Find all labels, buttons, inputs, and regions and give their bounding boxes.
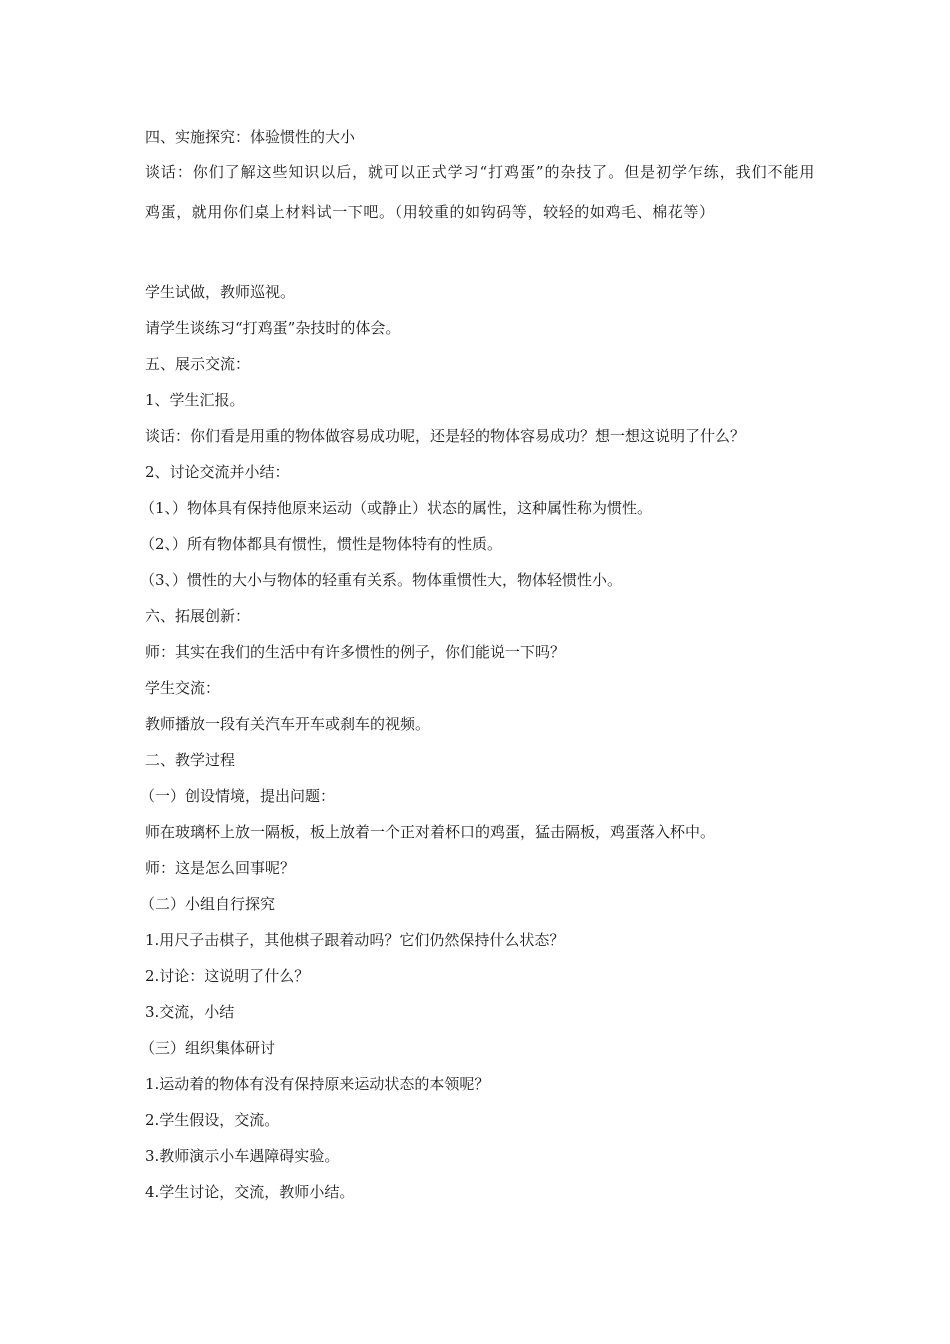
paragraph-video: 教师播放一段有关汽车开车或刹车的视频。 <box>145 715 431 733</box>
paragraph-talk-question: 谈话：你们看是用重的物体做容易成功呢，还是轻的物体容易成功？想一想这说明了什么？ <box>145 427 746 445</box>
paragraph-students-exchange: 学生交流： <box>145 679 221 697</box>
paragraph-report: 1、学生汇报。 <box>145 391 245 409</box>
paragraph-discuss: 2、讨论交流并小结： <box>145 463 290 481</box>
list-item-study-2: 2.学生假设，交流。 <box>145 1111 280 1129</box>
paragraph-talk-intro: 谈话：你们了解这些知识以后，就可以正式学习“打鸡蛋”的杂技了。但是初学乍练，我们不能用鸡蛋，就用你们桌上材料试一下吧。（用较重的如钩码等，较轻的如鸡毛、棉花等） <box>145 163 815 221</box>
paragraph-share-experience: 请学生谈练习“打鸡蛋”杂技时的体会。 <box>145 319 401 337</box>
section-heading-extend: 六、拓展创新： <box>145 607 251 625</box>
list-item-inquiry-3: 3.交流，小结 <box>145 1003 235 1021</box>
list-item-study-4: 4.学生讨论，交流，教师小结。 <box>145 1183 355 1201</box>
list-item-study-3: 3.教师演示小车遇障碍实验。 <box>145 1147 340 1165</box>
subheading-group-inquiry: （二）小组自行探究 <box>140 895 276 913</box>
subheading-scenario: （一）创设情境，提出问题： <box>140 787 336 805</box>
section-heading-display: 五、展示交流： <box>145 355 251 373</box>
list-item-inquiry-1: 1.用尺子击棋子，其他棋子跟着动吗？它们仍然保持什么状态？ <box>145 931 565 949</box>
list-item-inquiry-2: 2.讨论：这说明了什么？ <box>145 967 310 985</box>
list-item-conclusion-2: （2、）所有物体都具有惯性，惯性是物体特有的性质。 <box>140 535 503 553</box>
list-item-study-1: 1.运动着的物体有没有保持原来运动状态的本领呢？ <box>145 1075 490 1093</box>
section-heading-explore: 四、实施探究：体验惯性的大小 <box>145 128 356 146</box>
paragraph-egg-demo: 师在玻璃杯上放一隔板，板上放着一个正对着杯口的鸡蛋，猛击隔板，鸡蛋落入杯中。 <box>145 823 716 841</box>
paragraph-teacher-question: 师：这是怎么回事呢？ <box>145 859 296 877</box>
paragraph-students-try: 学生试做，教师巡视。 <box>145 283 296 301</box>
list-item-conclusion-1: （1、）物体具有保持他原来运动（或静止）状态的属性，这种属性称为惯性。 <box>140 499 653 517</box>
paragraph-teacher-examples: 师：其实在我们的生活中有许多惯性的例子，你们能说一下吗？ <box>145 643 566 661</box>
list-item-conclusion-3: （3、）惯性的大小与物体的轻重有关系。物体重惯性大，物体轻惯性小。 <box>140 571 623 589</box>
subheading-collective-study: （三）组织集体研讨 <box>140 1039 276 1057</box>
section-heading-process: 二、教学过程 <box>145 751 236 769</box>
